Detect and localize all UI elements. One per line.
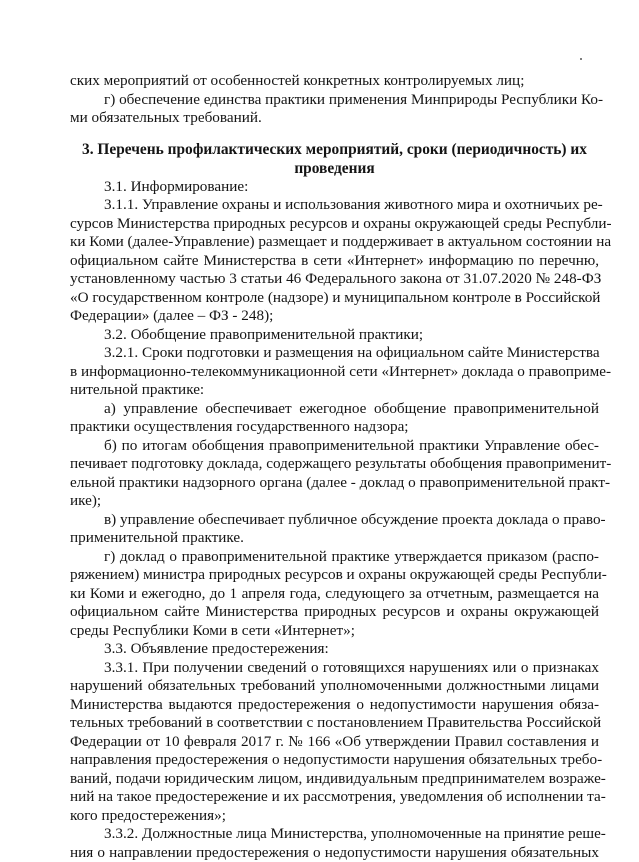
section-heading-line-2: проведения [70,159,599,178]
text-line: направления предостережения о недопустимости нарушения обязательных требо- [70,751,599,770]
text-line: официальном сайте Министерства природных ресурсов и охраны окружающей [70,603,599,622]
text-line: нарушений обязательных требований уполномоченными должностными лицами [70,677,599,696]
text-line: официальном сайте Министерства в сети «Интернет» информацию по перечню, [70,252,599,271]
text-line: практики осуществления государственного надзора; [70,418,599,437]
text-line: ельной практики надзорного органа (далее - доклад о правоприменительной практ- [70,474,599,493]
text-line: ки Коми (далее-Управление) размещает и поддерживает в актуальном состоянии на [70,233,599,252]
text-line: печивает подготовку доклада, содержащего результаты обобщения правоприменит- [70,455,599,474]
text-line: ния о направлении предостережения о недопустимости нарушения обязательных [70,844,599,862]
text-line: 3.2.1. Сроки подготовки и размещения на официальном сайте Министерства [70,344,599,363]
text-line: ваний, подачи юридическим лицом, индивидуальным предпринимателем возраже- [70,770,599,789]
body-text [70,178,599,862]
text-line: г) доклад о правоприменительной практике утверждается приказом (распо- [70,548,599,567]
text-line: а) управление обеспечивает ежегодное обобщение правоприменительной [70,400,599,419]
text-line: сурсов Министерства природных ресурсов и охраны окружающей среды Республи- [70,215,599,234]
text-line: 3.3.2. Должностные лица Министерства, уполномоченные на принятие реше- [70,825,599,844]
text-line: нительной практике: [70,381,599,400]
intro-block [70,72,599,128]
text-line: ике); [70,492,599,511]
text-line: б) по итогам обобщения правоприменительной практики Управление обес- [70,437,599,456]
text-line: ми обязательных требований. [70,109,599,128]
text-line: «О государственном контроле (надзоре) и муниципальном контроле в Российской [70,289,599,308]
text-line: 3.3. Объявление предостережения: [70,640,599,659]
text-line: ряжением) министра природных ресурсов и охраны окружающей среды Республи- [70,566,599,585]
text-line: Федерации от 10 февраля 2017 г. № 166 «Об утверждении Правил составления и [70,733,599,752]
text-line: ских мероприятий от особенностей конкретных контролируемых лиц; [70,72,599,91]
text-line: 3.3.1. При получении сведений о готовящихся нарушениях или о признаках [70,659,599,678]
text-line: 3.2. Обобщение правоприменительной практики; [70,326,599,345]
text-line: применительной практике. [70,529,599,548]
text-line: ки Коми и ежегодно, до 1 апреля года, следующего за отчетным, размещается на [70,585,599,604]
text-line: установленному частью 3 статьи 46 Федерального закона от 31.07.2020 № 248-ФЗ [70,270,599,289]
section-heading [70,140,599,178]
text-line: 3.1.1. Управление охраны и использования животного мира и охотничьих ре- [70,196,599,215]
text-line: г) обеспечение единства практики применения Минприроды Республики Ко- [70,91,599,110]
text-line: Федерации» (далее – ФЗ - 248); [70,307,599,326]
text-line: ний на такое предостережение и их рассмотрения, уведомления об исполнении та- [70,788,599,807]
text-line: тельных требований в соответствии с постановлением Правительства Российской [70,714,599,733]
text-line: среды Республики Коми в сети «Интернет»; [70,622,599,641]
text-line: в информационно-телекоммуникационной сети «Интернет» доклада о правоприме- [70,363,599,382]
text-line: 3.1. Информирование: [70,178,599,197]
section-heading-line-1: 3. Перечень профилактических мероприятий, сроки (периодичность) их [70,140,599,159]
text-line: в) управление обеспечивает публичное обсуждение проекта доклада о право- [70,511,599,530]
text-line: кого предостережения»; [70,807,599,826]
scan-speck [580,58,582,60]
text-line: Министерства выдаются предостережения о недопустимости нарушения обяза- [70,696,599,715]
